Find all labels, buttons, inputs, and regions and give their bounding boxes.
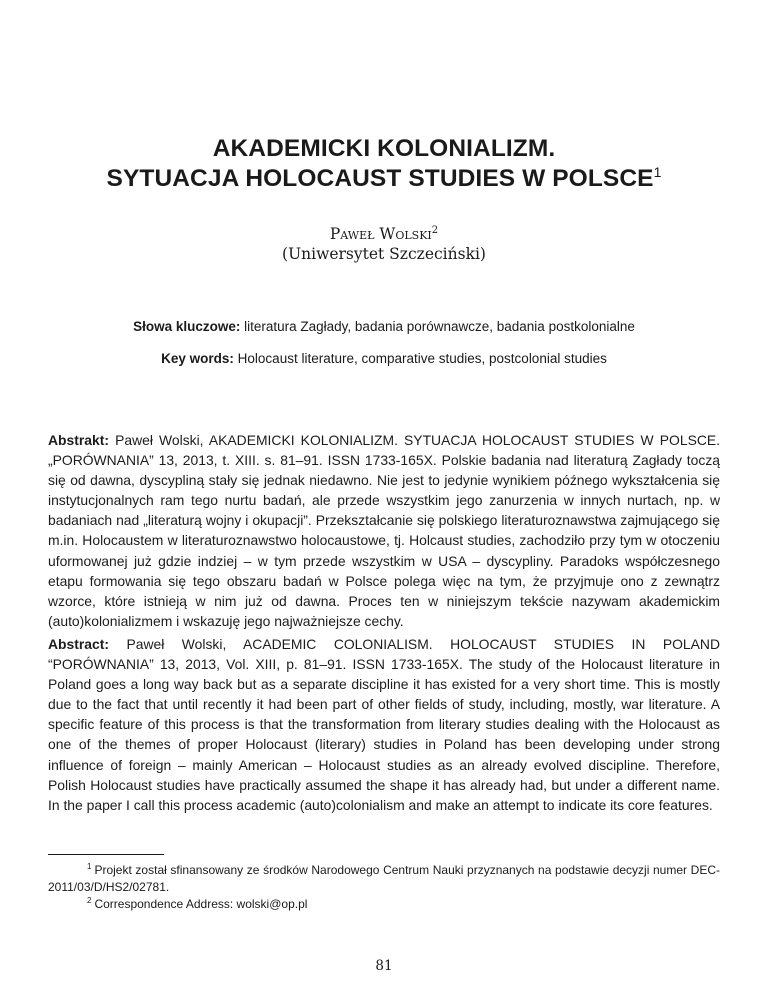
footnote-1-text: Projekt został sfinansowany ze środków Narodowego Centrum Nauki przyznanych na podstawie decyzji numer DEC-2011/03/D/HS2/02781. <box>48 863 720 894</box>
keywords-english-text: Holocaust literature, comparative studies, postcolonial studies <box>233 351 607 366</box>
article-title <box>60 134 708 194</box>
title-footnote-ref[interactable]: 1 <box>653 163 662 180</box>
keywords-english-label: Key words: <box>161 351 234 366</box>
footnote-2-ref: 2 <box>87 896 92 905</box>
author-footnote-ref[interactable]: 2 <box>431 224 439 236</box>
author-affiliation: (Uniwersytet Szczeciński) <box>282 245 486 263</box>
author-block <box>60 224 708 264</box>
footnote-divider <box>48 854 164 855</box>
title-line-2-text: SYTUACJA HOLOCAUST STUDIES W POLSCE <box>106 165 654 192</box>
title-line-1: AKADEMICKI KOLONIALIZM. <box>212 135 556 162</box>
keywords-polish-text: literatura Zagłady, badania porównawcze, badania postkolonialne <box>240 319 635 334</box>
title-line-2 <box>60 164 708 194</box>
page-number: 81 <box>375 958 393 974</box>
footnote-2-text: Correspondence Address: wolski@op.pl <box>94 897 308 911</box>
author-name-line <box>60 224 708 244</box>
footnote-1-ref: 1 <box>87 862 92 871</box>
abstract-english-label: Abstract: <box>48 636 109 652</box>
author-name: Paweł Wolski <box>329 225 432 243</box>
keywords-polish-label: Słowa kluczowe: <box>133 319 241 334</box>
abstract-english <box>48 634 720 815</box>
footnote-1 <box>48 862 720 896</box>
abstract-polish-label: Abstrakt: <box>48 432 109 448</box>
abstract-english-text: Paweł Wolski, ACADEMIC COLONIALISM. HOLOCAUST STUDIES IN POLAND “PORÓWNANIA” 13, 2013, Vol. XIII, p. 81–91. ISSN 1733-165X. The study of the Holocaust literature in Poland goes a long way back but as a separate discipline it has existed for a very short time. This is mostly due to the fact that until recently it had been part of other fields of study, including, mostly, war literature. A specific feature of this process is that the transformation from literary studies dealing with the Holocaust as one of the themes of proper Holocaust (literary) studies in Poland has been developing under strong influence of foreign – mainly American – Holocaust studies as an already evolved discipline. Therefore, Polish Holocaust studies have practically assumed the shape it has already had, but under a different name. In the paper I call this process academic (auto)colonialism and make an attempt to indicate its core features. <box>48 636 720 813</box>
abstract-polish-text: Paweł Wolski, AKADEMICKI KOLONIALIZM. SYTUACJA HOLOCAUST STUDIES W POLSCE. „PORÓWNANIA” 13, 2013, t. XIII. s. 81–91. ISSN 1733-165X. Polskie badania nad literaturą Zagłady toczą się od dawna, dyscypliną stały się jednak niedawno. Nie jest to jedynie wynikiem późnego wykształcenia się instytucjonalnych ram tego nurtu badań, ale przede wszystkim jego zanurzenia w innych nurtach, np. w badaniach nad „literaturą wojny i okupacji”. Przekształcanie się polskiego literaturoznawstwa zajmującego się m.in. Holocaustem w literaturoznawstwo holocaustowe, tj. Holcaust studies, zachodziło przy tym w otoczeniu uformowanej już gdzie indziej – w tym przede wszystkim w USA – dyscypliny. Paradoks współczesnego etapu formowania się tego obszaru badań w Polsce polega więc na tym, że przyjmuje ono z zewnątrz wzorce, które istnieją w nim już od dawna. Proces ten w niniejszym tekście nazywam akademickim (auto)kolonializmem i wskazuję jego najważniejsze cechy. <box>48 432 720 629</box>
abstract-polish <box>48 430 720 631</box>
keywords-english <box>60 350 708 368</box>
keywords-polish <box>60 318 708 336</box>
footnote-2 <box>48 896 720 913</box>
